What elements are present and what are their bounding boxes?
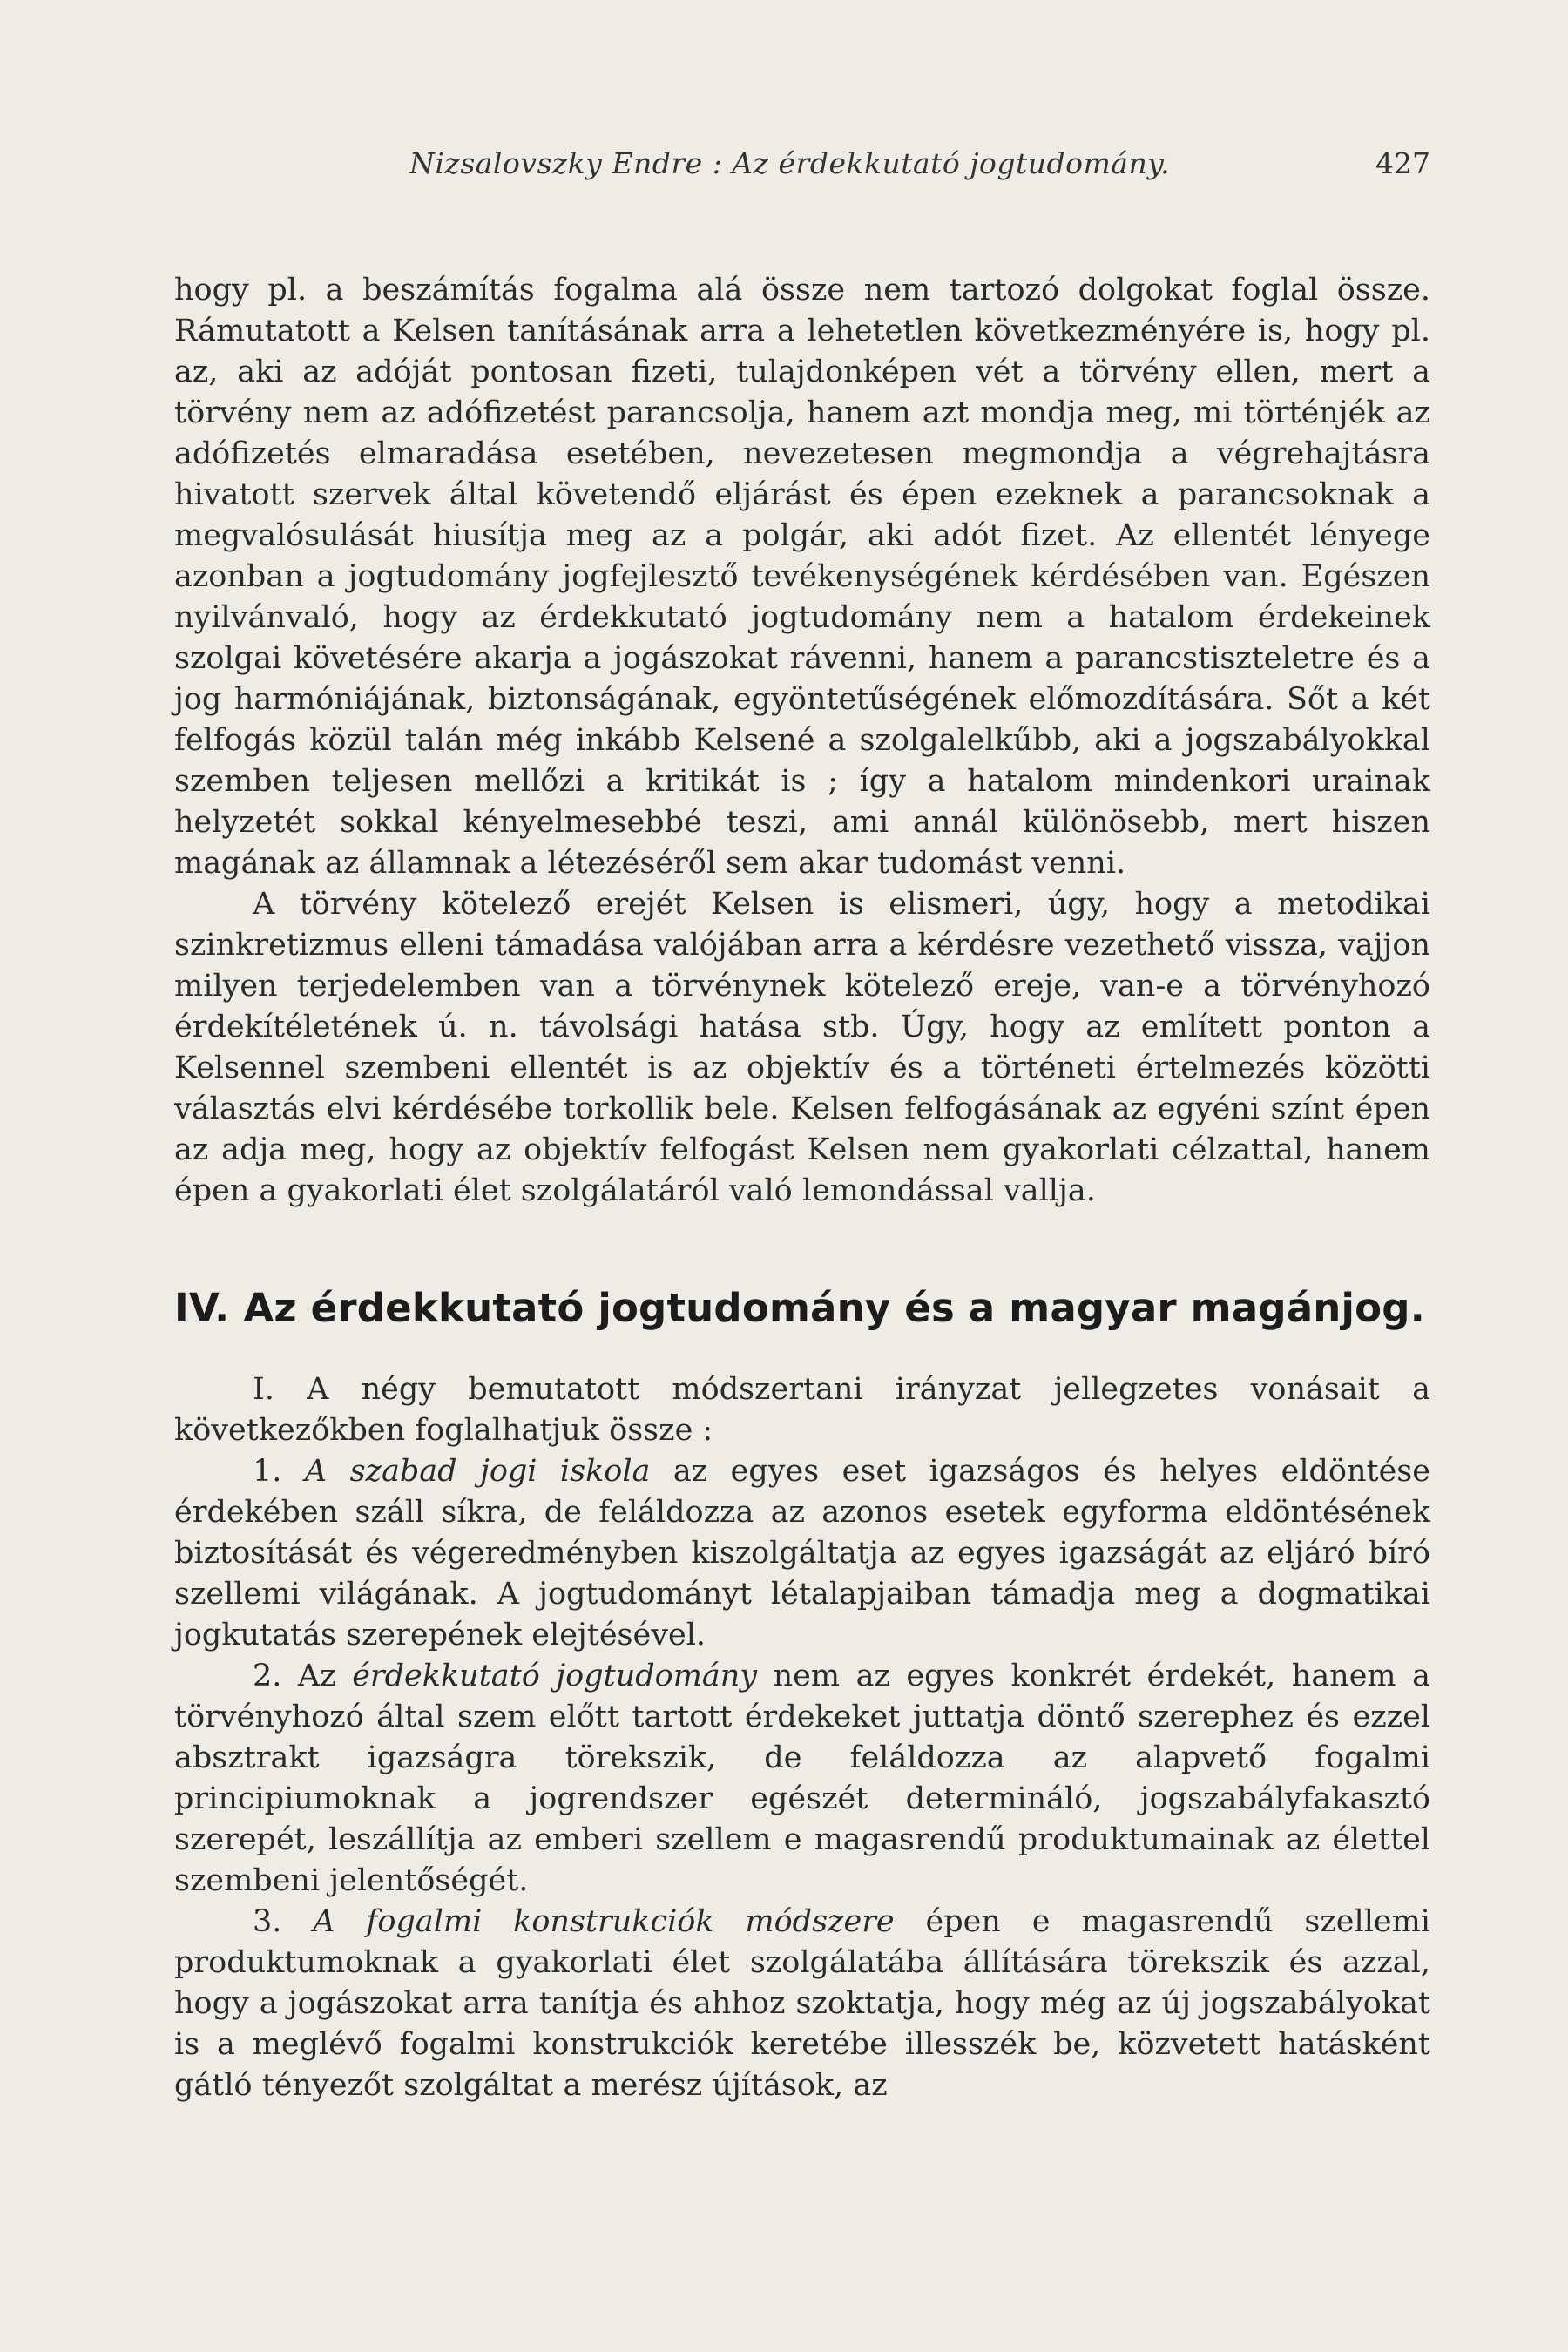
- page-number: 427: [1375, 146, 1430, 180]
- list-pre: Az: [281, 1659, 353, 1693]
- list-term: A fogalmi konstrukciók módszere: [313, 1904, 895, 1939]
- list-text: az egyes eset igazságos és helyes eldöntése érdekében száll síkra, de feláldozza az azonos esetek egyforma eldöntésének biztosítását és végeredményben kiszolgáltatja az egyes igazságát az eljáró bíró szellemi világának. A jogtudományt létalapjaiban támadja meg a dogmatikai jogkutatás szerepének elejtésével.: [174, 1454, 1430, 1652]
- paragraph-kelsen: A törvény kötelező erejét Kelsen is elismeri, úgy, hogy a metodikai szinkretizmus elleni támadása valójában arra a kérdésre vezethető vissza, vajjon milyen terjedelemben van a törvénynek kötelező ereje, van-e a törvényhozó érdekítéletének ú. n. távolsági hatása stb. Úgy, hogy az említett ponton a Kelsennel szembeni ellentét is az objektív és a történeti értelmezés közötti választás elvi kérdésébe torkollik bele. Kelsen felfogásának az egyéni színt épen az adja meg, hogy az objektív felfogást Kelsen nem gyakorlati célzattal, hanem épen a gyakorlati élet szolgálatáról való lemondással vallja.: [174, 887, 1430, 1208]
- running-head: [174, 146, 1430, 190]
- list-item-3: [174, 1902, 1430, 2106]
- list-term: A szabad jogi iskola: [304, 1454, 651, 1489]
- section-heading: IV. Az érdekkutató jogtudomány és a magyar magánjog.: [174, 1285, 1425, 1331]
- paragraph-continued: hogy pl. a beszámítás fogalma alá össze nem tartozó dolgokat foglal össze. Rámutatott a Kelsen tanításának arra a lehetetlen következményére is, hogy pl. az, aki az adóját pontosan fizeti, tulajdonképen vét a törvény ellen, mert a törvény nem az adófizetést parancsolja, hanem azt mondja meg, mi történjék az adófizetés elmaradása esetében, nevezetesen megmondja a végrehajtásra hivatott szervek által követendő eljárást és épen ezeknek a parancsoknak a megvalósulását hiusítja meg az a polgár, aki adót fizet. Az ellentét lényege azonban a jogtudomány jogfejlesztő tevékenységének kérdésében van. Egészen nyilvánvaló, hogy az érdekkutató jogtudomány nem a hatalom érdekeinek szolgai követésére akarja a jogászokat rávenni, hanem a parancstiszteletre és a jog harmóniájának, biztonságának, egyöntetűségének előmozdítására. Sőt a két felfogás közül talán még inkább Kelsené a szolgalelkűbb, aki a jogszabályokkal szemben teljesen mellőzi a kritikát is ; így a hatalom mindenkori urainak helyzetét sokkal kényelmesebbé teszi, ami annál különösebb, mert hiszen magának az államnak a létezéséről sem akar tudomást venni.: [174, 273, 1430, 881]
- list-text: épen e magasrendű szellemi produktumoknak a gyakorlati élet szolgálatába állítására törekszik és azzal, hogy a jogászokat arra tanítja és ahhoz szoktatja, hogy még az új jogszabályokat is a meglévő fogalmi konstrukciók keretébe illesszék be, közvetett hatásként gátló tényezőt szolgáltat a merész újítások, az: [174, 1904, 1431, 2103]
- list-item-2: [174, 1656, 1430, 1902]
- list-number: 1.: [253, 1454, 282, 1489]
- list-text: nem az egyes konkrét érdekét, hanem a törvényhozó által szem előtt tartott érdekeket juttatja döntő szerephez és ezzel absztrakt igazságra törekszik, de feláldozza az alapvető fogalmi principiumoknak a jogrendszer egészét determináló, jogszabályfakasztó szerepét, leszállítja az emberi szellem e magasrendű produktumainak az élettel szembeni jelentőségét.: [174, 1659, 1431, 1898]
- list-number: 2.: [253, 1659, 282, 1693]
- list-term: érdekkutató jogtudomány: [352, 1659, 758, 1693]
- list-item-1: [174, 1451, 1430, 1656]
- numbered-list: [174, 1451, 1430, 2106]
- section-intro: I. A négy bemutatott módszertani irányzat jellegzetes vonásait a következőkben foglalhatjuk össze :: [174, 1372, 1430, 1448]
- running-head-title: Nizsalovszky Endre : Az érdekkutató jogtudomány.: [409, 146, 1170, 180]
- page-body: [174, 270, 1430, 2106]
- list-number: 3.: [253, 1904, 282, 1939]
